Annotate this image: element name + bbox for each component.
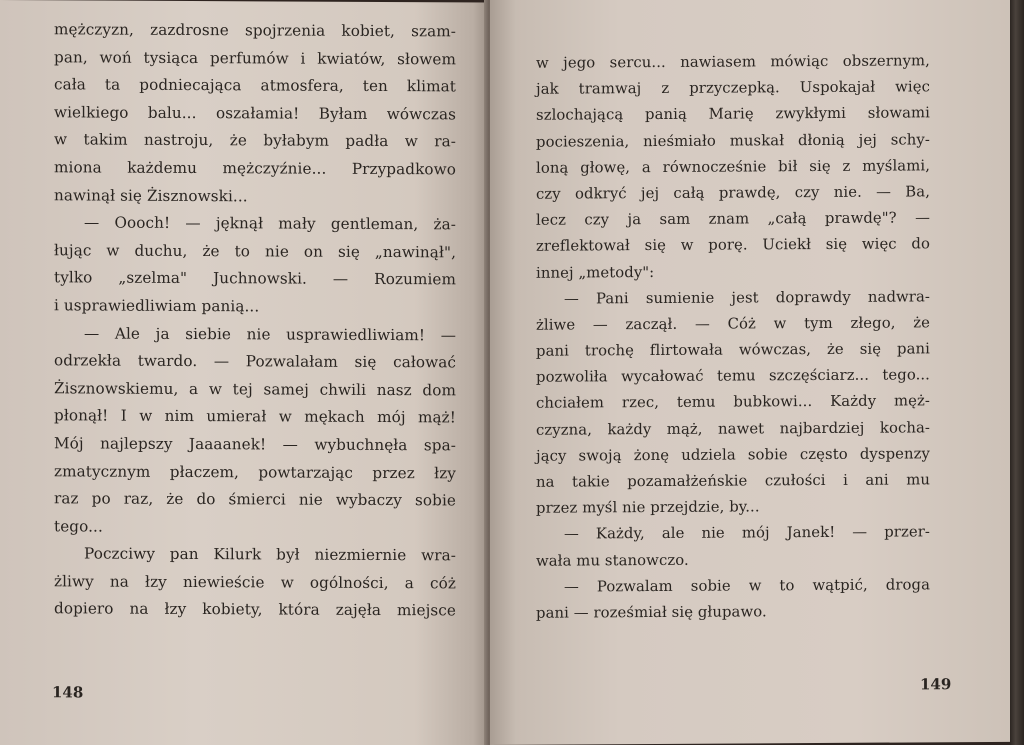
book-edge bbox=[1010, 0, 1024, 745]
text-line: żliwy na łzy niewieście w ogólności, a cóż bbox=[54, 572, 456, 593]
text-line: pani trochę flirtowała wówczas, że się pani bbox=[536, 340, 930, 360]
text-line: mężczyzn, zazdrosne spojrzenia kobiet, szam- bbox=[54, 20, 456, 41]
text-line: szlochającą panią Marię zwykłymi słowami bbox=[536, 104, 930, 125]
right-page-text bbox=[536, 48, 930, 627]
text-line: w jego sercu... nawiasem mówiąc obszernym, bbox=[536, 52, 930, 72]
text-line: nawinął się Żisznowski... bbox=[54, 185, 248, 205]
text-line: loną głowę, a równocześnie bił się z myślami, bbox=[536, 157, 930, 177]
text-line: odrzekła twardo. — Pozwalałam się całować bbox=[54, 351, 456, 372]
left-page-text bbox=[54, 16, 456, 625]
text-line: płonął! I w nim umierał w mękach mój mąż! bbox=[54, 406, 456, 427]
text-line: raz po raz, że do śmierci nie wybaczy sobie bbox=[54, 489, 456, 510]
left-page bbox=[0, 0, 488, 745]
text-line: wała mu stanowczo. bbox=[536, 551, 689, 570]
page-number-right: 149 bbox=[920, 675, 952, 694]
text-line: przez myśl nie przejdzie, by... bbox=[536, 498, 760, 517]
text-line: wielkiego balu... oszałamia! Byłam wówczas bbox=[54, 103, 456, 124]
page-number-left: 148 bbox=[52, 683, 84, 702]
text-line: pani — roześmiał się głupawo. bbox=[536, 603, 767, 622]
text-line: — Oooch! — jęknął mały gentleman, ża- bbox=[84, 213, 456, 234]
text-line: chciałem rzec, temu bubkowi... Każdy męż- bbox=[536, 392, 930, 413]
text-line: tego... bbox=[54, 516, 103, 536]
text-line: miona każdemu mężczyźnie... Przypadkowo bbox=[54, 158, 456, 179]
text-line: łując w duchu, że to nie on się „nawinął", bbox=[54, 241, 456, 262]
text-line: i usprawiedliwiam panią... bbox=[54, 296, 260, 316]
text-line: Poczciwy pan Kilurk był niezmiernie wra- bbox=[84, 544, 456, 565]
text-line: jak tramwaj z przyczepką. Uspokajał więc bbox=[536, 78, 930, 98]
text-line: czyzna, każdy mąż, nawet najbardziej kocha- bbox=[536, 418, 930, 439]
text-line: na takie pozamałżeńskie czułości i ani mu bbox=[536, 471, 930, 491]
text-line: — Pozwalam sobie w to wątpić, droga bbox=[564, 576, 930, 596]
text-line: lecz czy ja sam znam „całą prawdę"? — bbox=[536, 209, 930, 229]
text-line: czy odkryć jej całą prawdę, czy nie. — Ba, bbox=[536, 183, 930, 203]
text-line: pozwoliła wycałować temu szczęściarz... tego... bbox=[536, 366, 930, 386]
text-line: w takim nastroju, że byłabym padła w ra- bbox=[54, 130, 456, 151]
text-line: Żisznowskiemu, a w tej samej chwili nasz dom bbox=[54, 379, 456, 400]
text-line: zreflektował się w porę. Uciekł się więc do bbox=[536, 235, 930, 256]
text-line: pocieszenia, nieśmiało muskał dłonią jej schy- bbox=[536, 130, 930, 151]
text-line: jący swoją żonę udziela sobie często dyspenzy bbox=[536, 445, 930, 465]
text-line: cała ta podniecająca atmosfera, ten klimat bbox=[54, 75, 456, 96]
right-page bbox=[490, 0, 1010, 745]
text-line: — Każdy, ale nie mój Janek! — przer- bbox=[564, 523, 930, 543]
text-line: — Ale ja siebie nie usprawiedliwiam! — bbox=[84, 323, 456, 344]
text-line: żliwe — zaczął. — Cóż w tym złego, że bbox=[536, 314, 930, 334]
text-line: pan, woń tysiąca perfumów i kwiatów, słowem bbox=[54, 47, 456, 68]
text-line: — Pani sumienie jest doprawdy nadwra- bbox=[564, 287, 930, 308]
text-line: zmatycznym płaczem, powtarzając przez łzy bbox=[54, 461, 456, 482]
text-line: tylko „szelma" Juchnowski. — Rozumiem bbox=[54, 268, 456, 289]
text-line: dopiero na łzy kobiety, która zajęła miejsce bbox=[54, 599, 456, 620]
text-line: innej „metody": bbox=[536, 263, 655, 282]
text-line: Mój najlepszy Jaaaanek! — wybuchnęła spa- bbox=[54, 434, 456, 455]
